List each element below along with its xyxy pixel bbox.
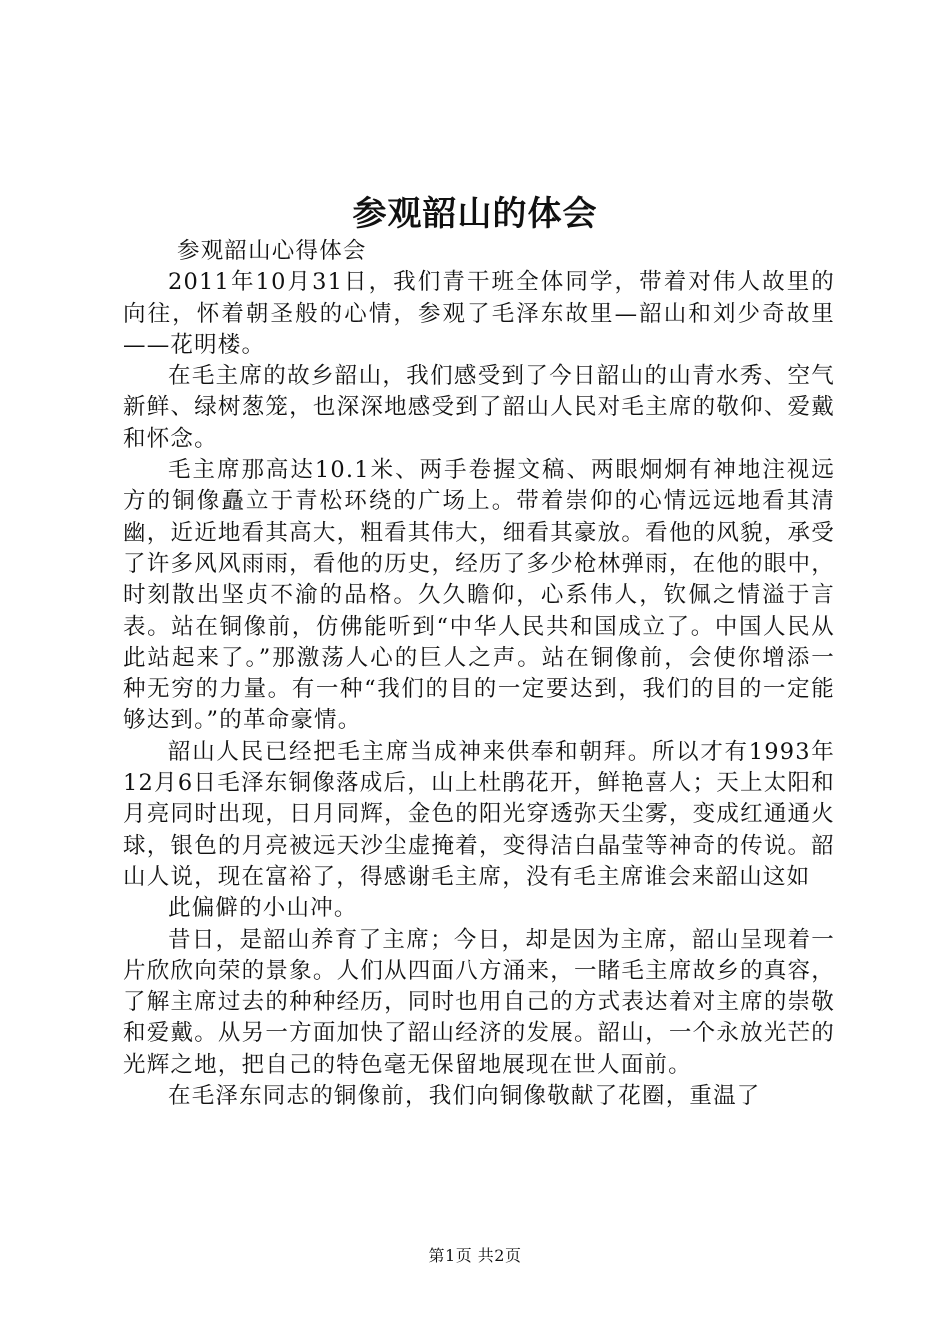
- paragraph: 在毛主席的故乡韶山，我们感受到了今日韶山的山青水秀、空气新鲜、绿树葱笼，也深深地感受到了韶山人民对毛主席的敬仰、爱戴和怀念。: [123, 363, 835, 452]
- paragraph: 韶山人民已经把毛主席当成神来供奉和朝拜。所以才有1993年12月6日毛泽东铜像落成后，山上杜鹃花开，鲜艳喜人；天上太阳和月亮同时出现，日月同辉，金色的阳光穿透弥天尘雾，变成红通通火球，银色的月亮被远天沙尘虚掩着，变得洁白晶莹等神奇的传说。韶山人说，现在富裕了，得感谢毛主席，没有毛主席谁会来韶山这如: [123, 738, 835, 890]
- page-footer: 第1页 共2页: [428, 1246, 522, 1265]
- document-subtitle: 参观韶山心得体会: [177, 238, 367, 264]
- paragraph: 昔日，是韶山养育了主席；今日，却是因为主席，韶山呈现着一片欣欣向荣的景象。人们从四面八方涌来，一睹毛主席故乡的真容，了解主席过去的种种经历，同时也用自己的方式表达着对主席的崇敬和爱戴。从另一方面加快了韶山经济的发展。韶山，一个永放光芒的光辉之地，把自己的特色毫无保留地展现在世人面前。: [123, 926, 835, 1078]
- paragraph: 此偏僻的小山冲。: [168, 895, 358, 922]
- document-title: 参观韶山的体会: [352, 194, 598, 234]
- paragraph: 在毛泽东同志的铜像前，我们向铜像敬献了花圈，重温了: [168, 1083, 761, 1110]
- paragraph: 2011年10月31日，我们青干班全体同学，带着对伟人故里的向往，怀着朝圣般的心情，参观了毛泽东故里—韶山和刘少奇故里——花明楼。: [123, 269, 835, 358]
- document-body: [123, 236, 835, 1112]
- paragraph: 毛主席那高达10.1米、两手卷握文稿、两眼炯炯有神地注视远方的铜像矗立于青松环绕的广场上。带着崇仰的心情远远地看其清幽，近近地看其高大，粗看其伟大，细看其豪放。看他的风貌，承受了许多风风雨雨，看他的历史，经历了多少枪林弹雨，在他的眼中，时刻散出坚贞不渝的品格。久久瞻仰，心系伟人，钦佩之情溢于言表。站在铜像前，仿佛能听到“中华人民共和国成立了。中国人民从此站起来了。”那激荡人心的巨人之声。站在铜像前，会使你增添一种无穷的力量。有一种“我们的目的一定要达到，我们的目的一定能够达到。”的革命豪情。: [123, 457, 835, 734]
